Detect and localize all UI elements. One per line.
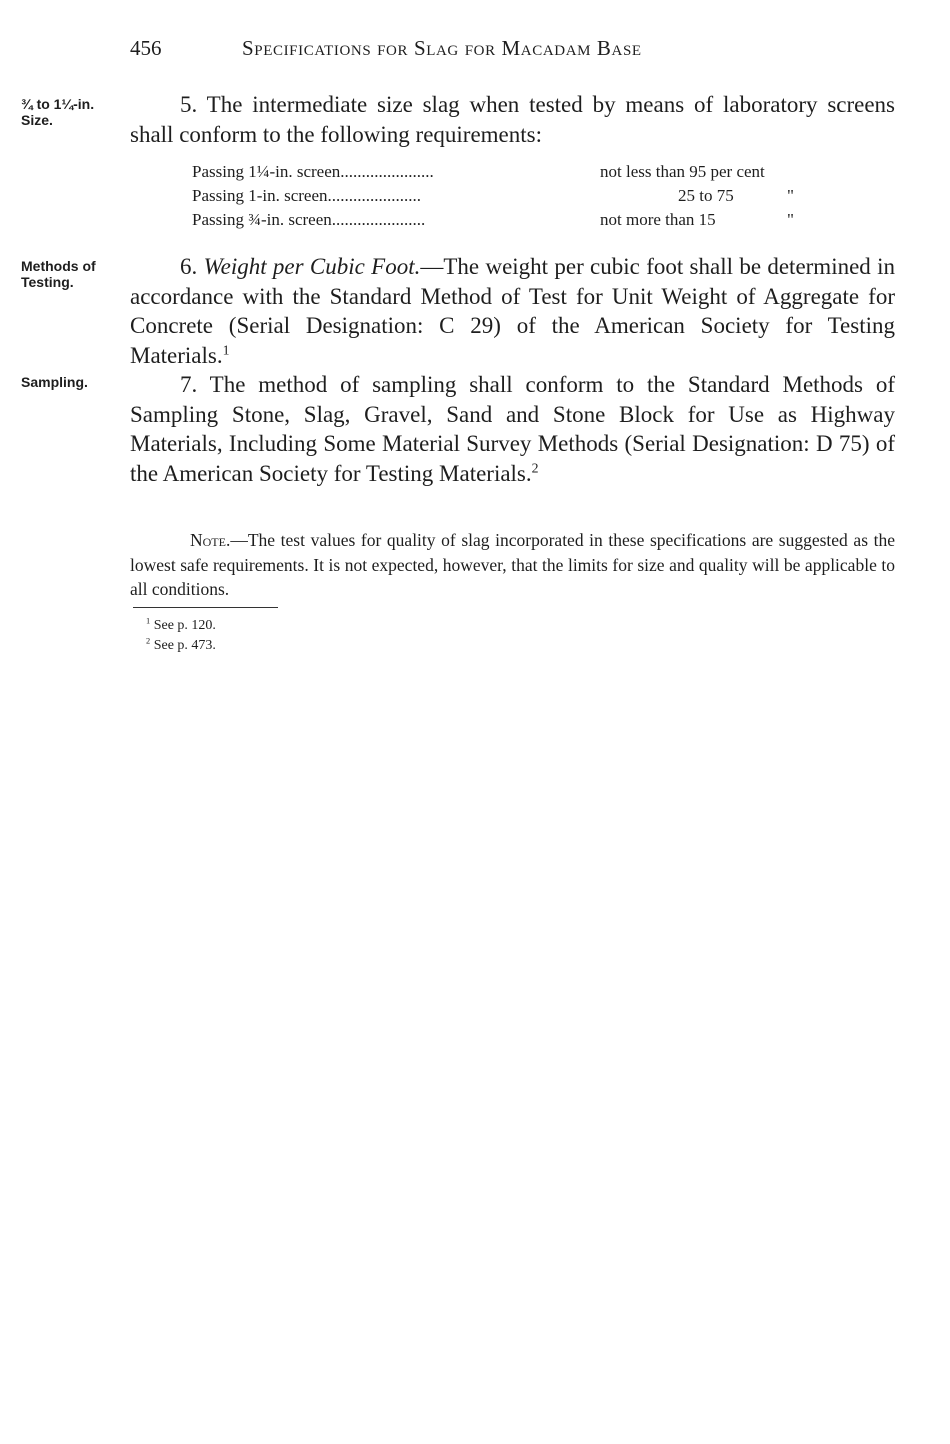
requirement-value: not more than 15	[600, 210, 716, 229]
requirement-ditto: "	[787, 186, 794, 205]
section-7-text: The method of sampling shall conform to the Standard Methods of Sampling Stone, Slag, Gravel, Sand and Stone Block for Use as Highway Materials, Including Some Material Survey Methods (Serial Designation: D 75) of the American Society for Testing Materials.	[130, 372, 895, 486]
section-5-text: The intermediate size slag when tested by means of laboratory screens shall conform to the following requirements:	[130, 92, 896, 147]
page-number: 456	[130, 36, 162, 60]
requirement-row	[192, 160, 852, 184]
footnote-divider	[133, 607, 278, 608]
section-6-text: —The weight per cubic foot shall be determined in accordance with the Standard Method of Test for Unit Weight of Aggregate for Concrete (Serial Designation: C 29) of the American Society for Testing Materials.	[130, 254, 896, 368]
requirement-ditto: "	[787, 210, 794, 229]
footnote-text: See p. 473.	[153, 638, 216, 653]
section-5	[130, 90, 895, 149]
requirement-label: Passing ¾-in. screen......................	[192, 210, 426, 229]
footnote-item	[146, 636, 216, 656]
footnote-text: See p. 120.	[153, 618, 216, 633]
running-title: Specifications for Slag for Macadam Base	[242, 36, 642, 60]
note-text: —The test values for quality of slag incorporated in these specifications are suggested as the lowest safe requirements. It is not expected, however, that the limits for size and quality will be applicable to all conditions.	[130, 530, 895, 599]
footnote-marker: 2	[146, 636, 151, 646]
footnote-ref-1: 1	[222, 341, 230, 357]
section-7-number: 7.	[180, 372, 198, 397]
footnote-item	[146, 616, 216, 636]
footnote-ref-2: 2	[531, 459, 539, 475]
requirement-label: Passing 1¼-in. screen......................	[192, 162, 434, 181]
footnote-marker: 1	[146, 616, 151, 626]
requirement-row	[192, 208, 852, 232]
section-5-number: 5.	[180, 92, 198, 117]
section-6-number: 6.	[180, 254, 198, 279]
section-6-title: Weight per Cubic Foot.	[203, 254, 421, 279]
note-label: Note.	[190, 530, 231, 550]
note-paragraph	[130, 528, 895, 602]
requirement-value: not less than 95 per cent	[600, 162, 765, 181]
requirement-row	[192, 184, 852, 208]
requirement-value: 25 to 75	[678, 186, 734, 205]
page-header	[0, 36, 950, 64]
section-6	[130, 252, 895, 370]
footnotes	[146, 616, 216, 656]
requirement-label: Passing 1-in. screen......................	[192, 186, 422, 205]
section-7	[130, 370, 895, 488]
sidenote-sampling: Sampling.	[21, 374, 88, 390]
sidenote-size: ¾ to 1¼-in. Size.	[21, 96, 95, 128]
requirements-table	[192, 160, 852, 232]
sidenote-methods: Methods of Testing.	[21, 258, 96, 290]
